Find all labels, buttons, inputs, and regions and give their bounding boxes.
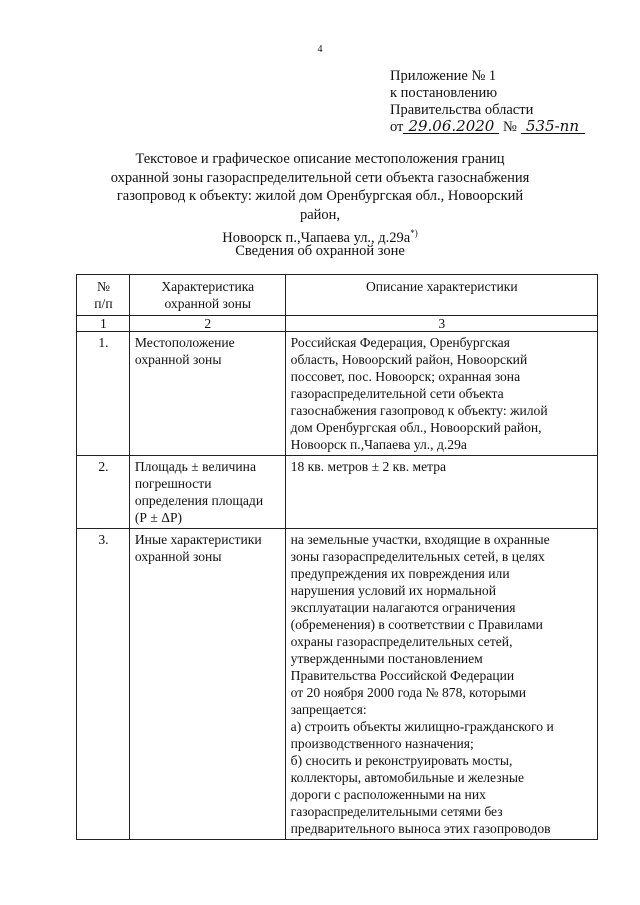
handwritten-number: 535-пп: [521, 119, 585, 134]
row-description: 18 кв. метров ± 2 кв. метра: [285, 456, 597, 529]
index-cell-1: 1: [77, 316, 130, 332]
title-line-1: Текстовое и графическое описание местоположения границ: [135, 151, 505, 167]
appendix-date-line: [390, 119, 585, 136]
table-row: [77, 529, 598, 840]
footnote-mark: *): [410, 228, 418, 238]
from-label: от: [390, 119, 404, 135]
number-label: №: [503, 119, 517, 135]
zone-info-table: [76, 274, 598, 840]
table-row: [77, 332, 598, 456]
row-description: Российская Федерация, Оренбургская область, Новоорский район, Новоорский поссовет, пос. Новоорск; охранная зона газораспределительной сети объекта газоснабжения газопровод к объекту: жилой дом Оренбургская обл., Новоорский район, Новоорск п.,Чапаева ул., д.29а: [285, 332, 597, 456]
header-description: Описание характеристики: [285, 275, 597, 316]
appendix-block: [390, 68, 585, 136]
row-characteristic: Площадь ± величина погрешности определения площади (Р ± ΔР): [129, 456, 285, 529]
header-num: № п/п: [77, 275, 130, 316]
document-title: [100, 150, 540, 247]
index-cell-3: 3: [285, 316, 597, 332]
section-subtitle: Сведения об охранной зоне: [235, 243, 405, 259]
title-line-2: охранной зоны газораспределительной сети объекта газоснабжения: [110, 169, 530, 186]
table-index-row: [77, 316, 598, 332]
row-number: 1.: [77, 332, 130, 456]
handwritten-date: 29.06.2020: [403, 119, 499, 134]
page-number: 4: [317, 44, 323, 55]
header-characteristic: Характеристика охранной зоны: [129, 275, 285, 316]
appendix-line-1: Приложение № 1: [390, 68, 497, 84]
appendix-line-3: Правительства области: [390, 102, 534, 118]
index-cell-2: 2: [129, 316, 285, 332]
appendix-line-2: к постановлению: [390, 85, 498, 101]
row-number: 3.: [77, 529, 130, 840]
row-number: 2.: [77, 456, 130, 529]
table-header-row: [77, 275, 598, 316]
table-row: [77, 456, 598, 529]
row-description: на земельные участки, входящие в охранные зоны газораспределительных сетей, в целях предупреждения их повреждения или нарушения условий их нормальной эксплуатации налагаются ограничения (обременения) в соответствии с Правилами охраны газораспределительных сетей, утвержденными постановлением Правительства Российской Федерации от 20 ноября 2000 года № 878, которыми запрещается: а) строить объекты жилищно-гражданского и производственного назначения; б) сносить и реконструировать мосты, коллекторы, автомобильные и железные дороги с расположенными на них газораспределительными сетями без предварительного выноса этих газопроводов: [285, 529, 597, 840]
title-line-4-text: Новоорск п.,Чапаева ул., д.29а: [222, 229, 411, 246]
row-characteristic: Иные характеристики охранной зоны: [129, 529, 285, 840]
title-line-3: газопровод к объекту: жилой дом Оренбургская обл., Новоорский район,: [116, 188, 524, 223]
row-characteristic: Местоположение охранной зоны: [129, 332, 285, 456]
